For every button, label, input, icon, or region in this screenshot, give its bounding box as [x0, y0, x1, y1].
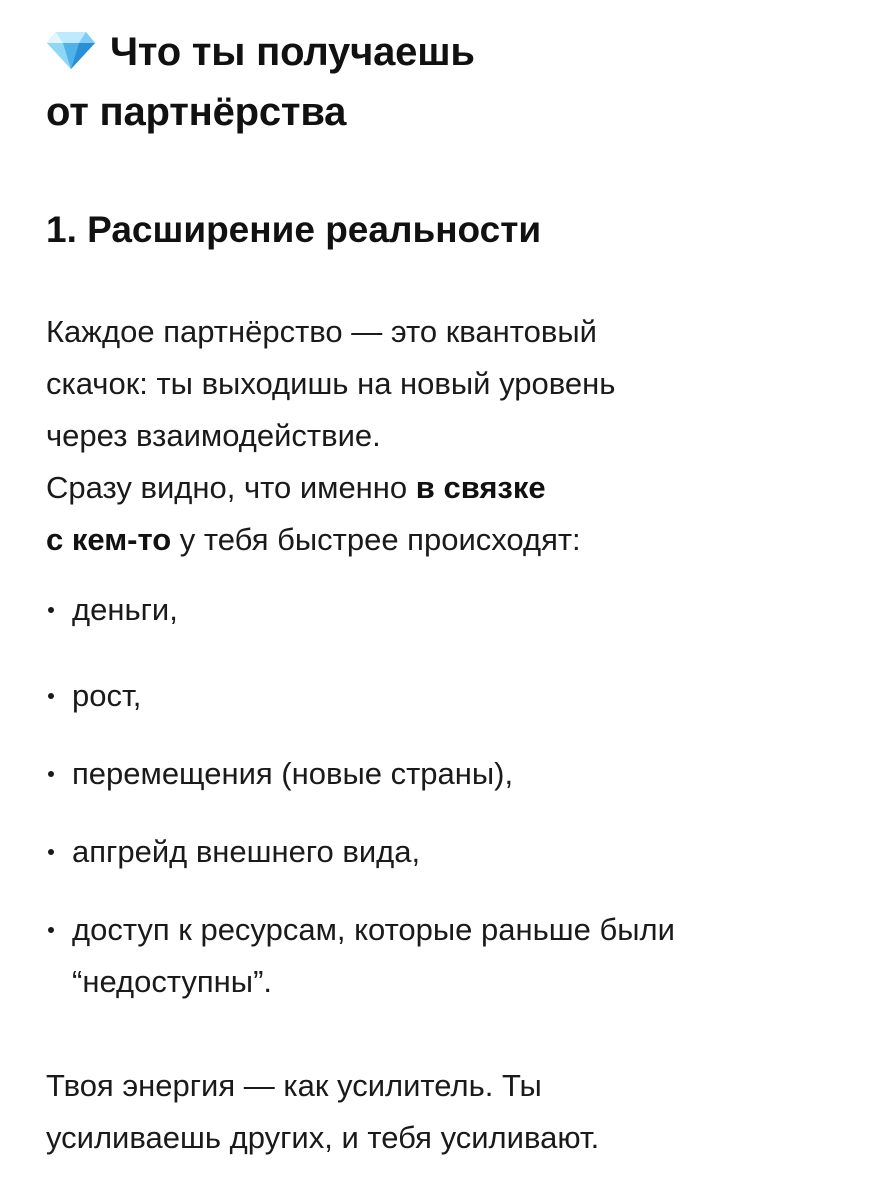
intro-text: Сразу видно, что именно: [46, 470, 416, 505]
bullet-icon: [48, 693, 54, 699]
title-text-1: Что ты получаешь: [110, 30, 475, 74]
bullet-icon: [48, 607, 54, 613]
list-item-line: “недоступны”.: [72, 964, 273, 999]
list-item-line: доступ к ресурсам, которые раньше были: [72, 912, 675, 947]
outro-line: усиливаешь других, и тебя усиливают.: [46, 1120, 600, 1155]
list-item-text: деньги,: [72, 592, 178, 627]
outro-paragraph: [46, 1060, 599, 1164]
title-line-1: [46, 22, 475, 82]
list-item-text: [46, 904, 675, 1008]
gem-icon: [46, 30, 96, 70]
list-item: [46, 904, 675, 1008]
list-item-text: рост,: [72, 678, 142, 713]
intro-line: [46, 514, 615, 566]
section-heading: 1. Расширение реальности: [46, 209, 542, 250]
bullet-icon: [48, 771, 54, 777]
list-item: [46, 826, 420, 878]
list-item: [46, 670, 141, 722]
list-item: [46, 584, 178, 636]
bullet-icon: [48, 927, 54, 933]
intro-line: через взаимодействие.: [46, 418, 381, 453]
list-item: [46, 748, 513, 800]
emphasis-text: с кем-то: [46, 522, 172, 557]
list-item-text: перемещения (новые страны),: [72, 756, 514, 791]
intro-text: у тебя быстрее происходят:: [171, 522, 581, 557]
intro-line: скачок: ты выходишь на новый уровень: [46, 366, 616, 401]
emphasis-text: в связке: [415, 470, 546, 505]
intro-line: Каждое партнёрство — это квантовый: [46, 314, 597, 349]
title-line-2: от партнёрства: [46, 90, 347, 134]
intro-paragraph: [46, 306, 615, 566]
bullet-icon: [48, 849, 54, 855]
page-title: [46, 22, 475, 142]
outro-line: Твоя энергия — как усилитель. Ты: [46, 1068, 542, 1103]
intro-line: [46, 462, 615, 514]
list-item-text: апгрейд внешнего вида,: [72, 834, 421, 869]
